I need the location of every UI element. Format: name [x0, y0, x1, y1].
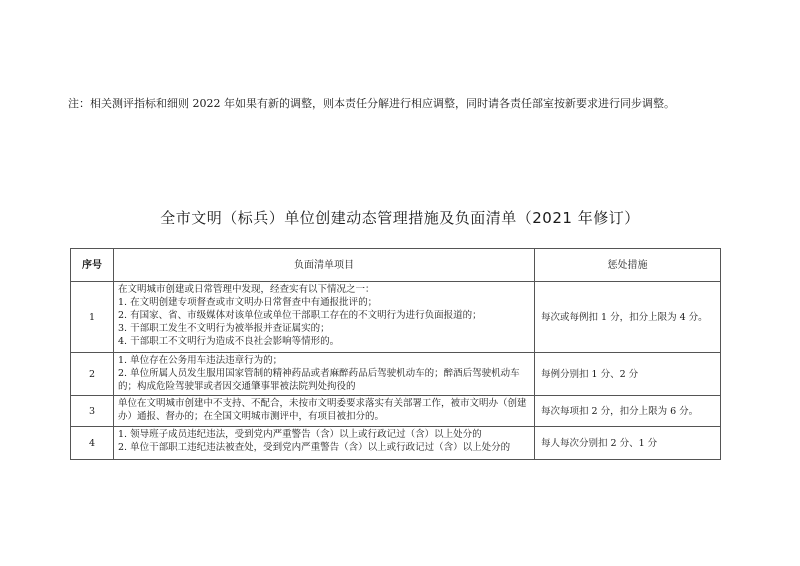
- table-row: [71, 427, 721, 460]
- row-index: 2: [71, 353, 114, 396]
- row-items: [114, 282, 535, 353]
- item-line: 1. 单位存在公务用车违法违章行为的；: [118, 355, 283, 366]
- item-line: 在文明城市创建或日常管理中发现，经查实有以下情况之一：: [118, 284, 375, 295]
- table-header-row: [71, 249, 721, 282]
- item-line: 4. 干部职工不文明行为造成不良社会影响等情形的。: [118, 336, 340, 347]
- header-item: 负面清单项目: [114, 249, 535, 282]
- row-index: 1: [71, 282, 114, 353]
- table-row: [71, 353, 721, 396]
- header-penalty: 惩处措施: [535, 249, 721, 282]
- table-row: [71, 396, 721, 427]
- row-penalty: 每例分别扣 1 分、2 分: [535, 353, 721, 396]
- row-penalty: 每人每次分别扣 2 分、1 分: [535, 427, 721, 460]
- footnote: 注：相关测评指标和细则 2022 年如果有新的调整，则本责任分解进行相应调整，同时请各责任部室按新要求进行同步调整。: [68, 97, 675, 110]
- document-title: 全市文明（标兵）单位创建动态管理措施及负面清单（2021 年修订）: [160, 209, 640, 227]
- row-items: [114, 396, 535, 427]
- row-index: 3: [71, 396, 114, 427]
- item-line: 单位在文明城市创建中不支持、不配合，未按市文明委要求落实有关部署工作，被市文明办（创建办）通报、督办的；在全国文明城市测评中，有项目被扣分的。: [118, 398, 527, 422]
- row-index: 4: [71, 427, 114, 460]
- item-line: 1. 在文明创建专项督查或市文明办日常督查中有通报批评的；: [118, 297, 378, 308]
- row-penalty: 每次或每例扣 1 分，扣分上限为 4 分。: [535, 282, 721, 353]
- item-line: 2. 单位干部职工违纪违法被查处，受到党内严重警告（含）以上或行政记过（含）以上处分的: [118, 442, 511, 453]
- item-line: 1. 领导班子成员违纪违法，受到党内严重警告（含）以上或行政记过（含）以上处分的: [118, 429, 482, 440]
- row-items: [114, 427, 535, 460]
- negative-list-table: [70, 248, 721, 460]
- item-line: 3. 干部职工发生不文明行为被举报并查证属实的；: [118, 323, 330, 334]
- table-row: [71, 282, 721, 353]
- header-index: 序号: [71, 249, 114, 282]
- item-line: 2. 有国家、省、市级媒体对该单位或单位干部职工存在的不文明行为进行负面报道的；: [118, 310, 482, 321]
- row-penalty: 每次每项扣 2 分，扣分上限为 6 分。: [535, 396, 721, 427]
- item-line: 2. 单位所属人员发生服用国家管制的精神药品或者麻醉药品后驾驶机动车的；醉酒后驾驶机动车的；构成危险驾驶罪或者因交通肇事罪被法院判处拘役的: [118, 368, 520, 392]
- row-items: [114, 353, 535, 396]
